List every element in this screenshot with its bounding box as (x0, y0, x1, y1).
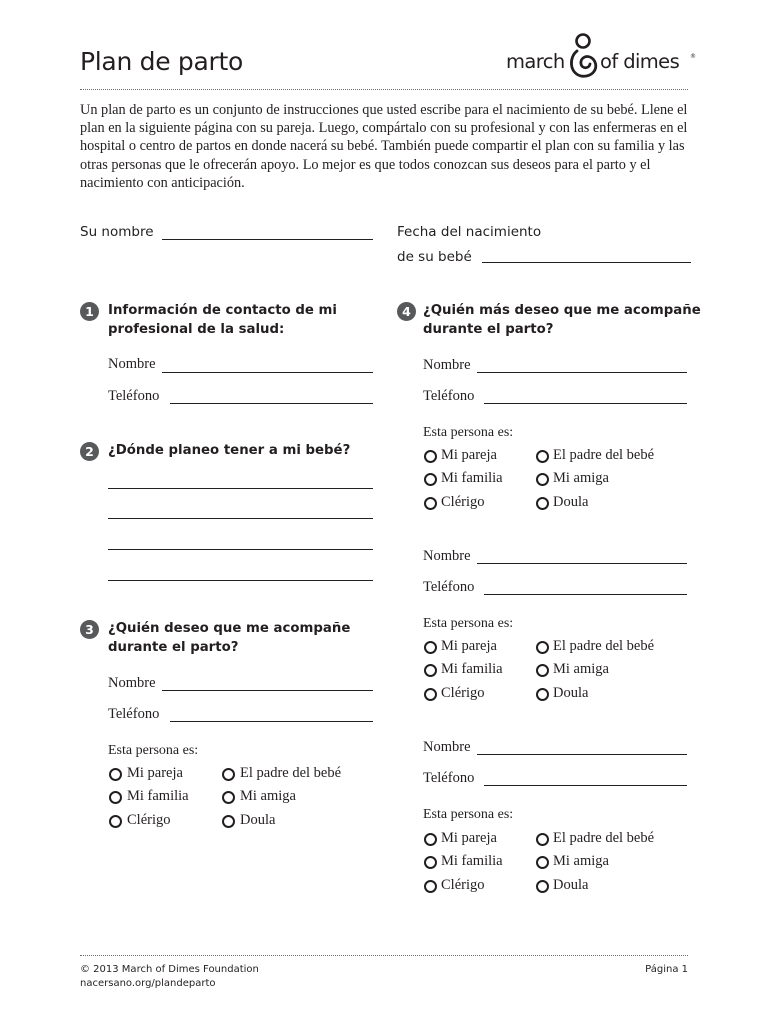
section-2-heading: ¿Dónde planeo tener a mi bebé? (108, 443, 351, 458)
footer-page-number: Página 1 (645, 964, 688, 975)
s4-p1-option-doula: Doula (553, 494, 589, 510)
s4-p3-option-mi-familia: Mi familia (441, 853, 503, 869)
s3-esta-persona-label: Esta persona es: (108, 743, 199, 758)
s4-p3-radio-clerigo[interactable] (424, 880, 437, 893)
fecha-input[interactable] (482, 262, 691, 263)
s3-option-mi-pareja: Mi pareja (127, 765, 183, 781)
s4-p3-option-doula: Doula (553, 877, 589, 893)
registered-mark-icon: ® (690, 53, 696, 60)
s4-p2-radio-doula[interactable] (536, 688, 549, 701)
s3-radio-mi-familia[interactable] (109, 791, 122, 804)
s4-p3-telefono-input[interactable] (484, 785, 687, 786)
s4-p2-option-clerigo: Clérigo (441, 685, 485, 701)
s4-p2-option-padre: El padre del bebé (553, 638, 655, 654)
s2-answer-line-1[interactable] (108, 488, 373, 489)
logo-text-of-dimes: of dimes (600, 50, 680, 73)
s4-p1-radio-mi-pareja[interactable] (424, 450, 437, 463)
s4-p1-option-mi-familia: Mi familia (441, 470, 503, 486)
s4-p3-option-padre: El padre del bebé (553, 830, 655, 846)
s4-p1-nombre-input[interactable] (477, 372, 687, 373)
s4-p2-nombre-label: Nombre (423, 548, 471, 564)
logo-text-march: march (506, 50, 565, 73)
section-3-number: 3 (80, 620, 99, 639)
s3-radio-mi-amiga[interactable] (222, 791, 235, 804)
s4-p1-telefono-label: Teléfono (423, 388, 475, 404)
su-nombre-label: Su nombre (80, 224, 154, 240)
footer-copyright: © 2013 March of Dimes Foundation (80, 964, 259, 975)
s4-p2-option-mi-pareja: Mi pareja (441, 638, 497, 654)
s4-p1-option-clerigo: Clérigo (441, 494, 485, 510)
s3-option-padre: El padre del bebé (240, 765, 342, 781)
s4-p1-radio-doula[interactable] (536, 497, 549, 510)
s1-telefono-input[interactable] (170, 403, 373, 404)
s4-p1-esta-persona-label: Esta persona es: (423, 425, 514, 440)
intro-paragraph: Un plan de parto es un conjunto de instrucciones que usted escribe para el nacimiento de su bebé. Llene el plan en la siguiente página con su pareja. Luego, compártalo con su profesional y con las enfermeras en el hospital o centro de partos en donde nacerá su bebé. También puede compartir el plan con su familia y las otras personas que le ofrecerán apoyo. Lo mejor es que todos conozcan sus deseos para el parto y el nacimiento con anticipación. (80, 102, 688, 191)
s4-p2-option-mi-familia: Mi familia (441, 661, 503, 677)
section-4-number: 4 (397, 302, 416, 321)
s4-p1-option-mi-amiga: Mi amiga (553, 470, 609, 486)
mother-baby-icon (567, 33, 601, 79)
s4-p3-nombre-input[interactable] (477, 754, 687, 755)
s4-p2-radio-mi-familia[interactable] (424, 664, 437, 677)
section-3-heading-line2: durante el parto? (108, 639, 239, 655)
page-title: Plan de parto (80, 47, 243, 76)
s4-p1-radio-mi-amiga[interactable] (536, 473, 549, 486)
s4-p2-option-doula: Doula (553, 685, 589, 701)
s4-p3-option-mi-pareja: Mi pareja (441, 830, 497, 846)
section-3-heading (108, 620, 350, 657)
s4-p1-radio-padre[interactable] (536, 450, 549, 463)
s4-p1-option-mi-pareja: Mi pareja (441, 447, 497, 463)
footer-url[interactable]: nacersano.org/plandeparto (80, 978, 216, 989)
march-of-dimes-logo (506, 33, 696, 81)
s4-p2-radio-mi-pareja[interactable] (424, 641, 437, 654)
s3-option-clerigo: Clérigo (127, 812, 171, 828)
s4-p2-radio-padre[interactable] (536, 641, 549, 654)
s1-nombre-label: Nombre (108, 356, 156, 372)
fecha-label-line2: de su bebé (397, 249, 472, 265)
s4-p3-telefono-label: Teléfono (423, 770, 475, 786)
s1-nombre-input[interactable] (162, 372, 373, 373)
s4-p1-option-padre: El padre del bebé (553, 447, 655, 463)
section-4-heading-line2: durante el parto? (423, 321, 554, 337)
s4-p3-radio-padre[interactable] (536, 833, 549, 846)
s2-answer-line-4[interactable] (108, 580, 373, 581)
s4-p2-telefono-label: Teléfono (423, 579, 475, 595)
section-1-heading-line2: profesional de la salud: (108, 321, 285, 337)
section-2-number: 2 (80, 442, 99, 461)
s4-p2-esta-persona-label: Esta persona es: (423, 616, 514, 631)
s4-p1-radio-clerigo[interactable] (424, 497, 437, 510)
section-1-heading (108, 302, 337, 339)
s4-p2-radio-clerigo[interactable] (424, 688, 437, 701)
s3-radio-doula[interactable] (222, 815, 235, 828)
s3-telefono-label: Teléfono (108, 706, 160, 722)
s3-option-mi-familia: Mi familia (127, 788, 189, 804)
s3-radio-padre[interactable] (222, 768, 235, 781)
s3-nombre-input[interactable] (162, 690, 373, 691)
s4-p3-nombre-label: Nombre (423, 739, 471, 755)
s2-answer-line-3[interactable] (108, 549, 373, 550)
header-divider (80, 89, 688, 90)
s3-radio-mi-pareja[interactable] (109, 768, 122, 781)
s4-p3-option-clerigo: Clérigo (441, 877, 485, 893)
s3-option-doula: Doula (240, 812, 276, 828)
s4-p2-telefono-input[interactable] (484, 594, 687, 595)
s4-p3-option-mi-amiga: Mi amiga (553, 853, 609, 869)
s4-p1-telefono-input[interactable] (484, 403, 687, 404)
s4-p3-radio-mi-familia[interactable] (424, 856, 437, 869)
section-3-heading-line1: ¿Quién deseo que me acompañe (108, 621, 351, 636)
section-4-heading (423, 302, 701, 339)
fecha-label-line1: Fecha del nacimiento (397, 224, 542, 240)
su-nombre-input[interactable] (162, 239, 373, 240)
s4-p3-radio-mi-amiga[interactable] (536, 856, 549, 869)
s4-p3-esta-persona-label: Esta persona es: (423, 807, 514, 822)
section-1-heading-line1: Información de contacto de mi (108, 303, 337, 318)
s3-nombre-label: Nombre (108, 675, 156, 691)
s4-p3-radio-mi-pareja[interactable] (424, 833, 437, 846)
section-4-heading-line1: ¿Quién más deseo que me acompañe (423, 303, 701, 318)
s4-p2-radio-mi-amiga[interactable] (536, 664, 549, 677)
s4-p1-radio-mi-familia[interactable] (424, 473, 437, 486)
s3-radio-clerigo[interactable] (109, 815, 122, 828)
s1-telefono-label: Teléfono (108, 388, 160, 404)
s4-p2-option-mi-amiga: Mi amiga (553, 661, 609, 677)
s3-option-mi-amiga: Mi amiga (240, 788, 296, 804)
s2-answer-line-2[interactable] (108, 518, 373, 519)
footer-divider (80, 955, 688, 956)
s4-p2-nombre-input[interactable] (477, 563, 687, 564)
s3-telefono-input[interactable] (170, 721, 373, 722)
s4-p1-nombre-label: Nombre (423, 357, 471, 373)
section-1-number: 1 (80, 302, 99, 321)
s4-p3-radio-doula[interactable] (536, 880, 549, 893)
